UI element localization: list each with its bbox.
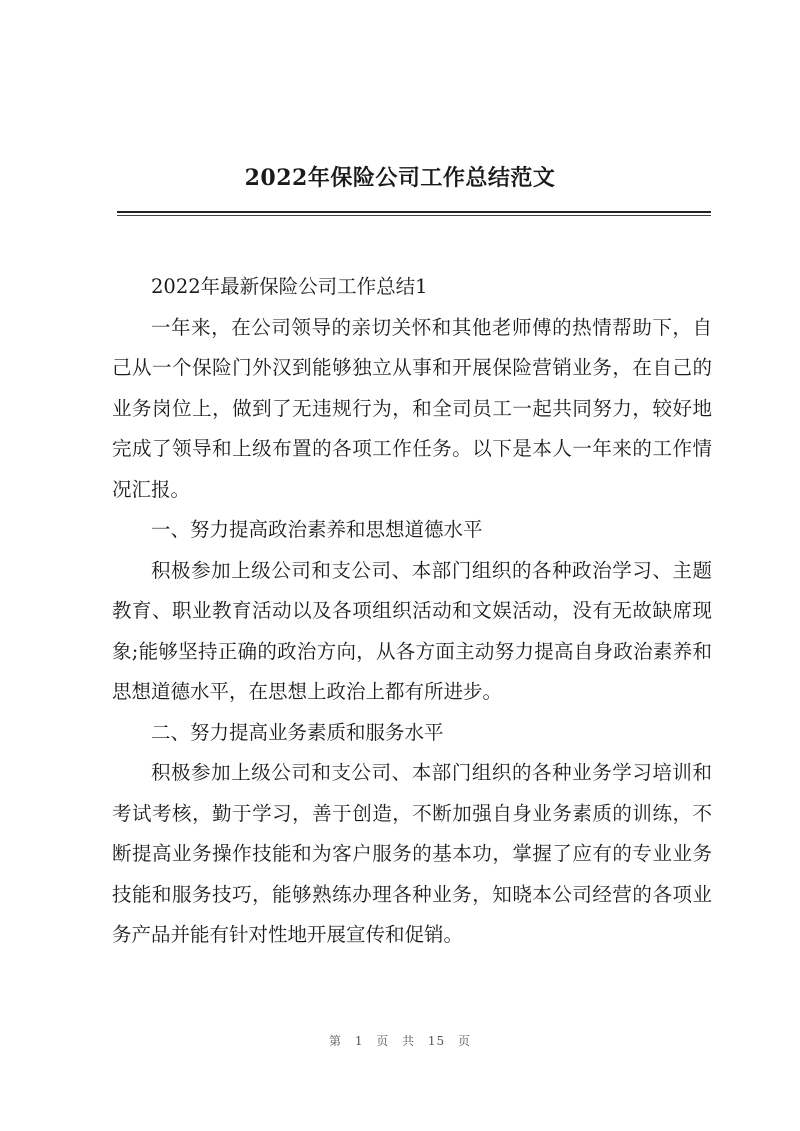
body-paragraph: 积极参加上级公司和支公司、本部门组织的各种业务学习培训和考试考核，勤于学习，善于创造，不断加强自身业务素质的训练，不断提高业务操作技能和为客户服务的基本功，掌握了应有的专业业务技能和服务技巧，能够熟练办理各种业务，知晓本公司经营的各项业务产品并能有针对性地开展宣传和促销。 [112, 761, 712, 946]
body-paragraph: 一年来，在公司领导的亲切关怀和其他老师傅的热情帮助下，自己从一个保险门外汉到能够独立从事和开展保险营销业务，在自己的业务岗位上，做到了无违规行为，和全司员工一起共同努力，较好地完成了领导和上级布置的各项工作任务。以下是本人一年来的工作情况汇报。 [112, 315, 712, 501]
title-divider [117, 211, 711, 213]
title-divider-thin [117, 215, 711, 216]
page-title: 2022年保险公司工作总结范文 [244, 165, 556, 191]
section-heading: 一、努力提高政治素养和思想道德水平 [151, 518, 483, 541]
body-paragraph: 积极参加上级公司和支公司、本部门组织的各种政治学习、主题教育、职业教育活动以及各项组织活动和文娱活动，没有无故缺席现象;能够坚持正确的政治方向，从各方面主动努力提高自身政治素养和思想道德水平，在思想上政治上都有所进步。 [112, 558, 712, 703]
page-number: 第 1 页 共 15 页 [329, 1034, 471, 1048]
section-heading: 二、努力提高业务素质和服务水平 [151, 720, 444, 744]
section-subtitle: 2022年最新保险公司工作总结1 [151, 275, 428, 298]
document-body [112, 267, 712, 956]
